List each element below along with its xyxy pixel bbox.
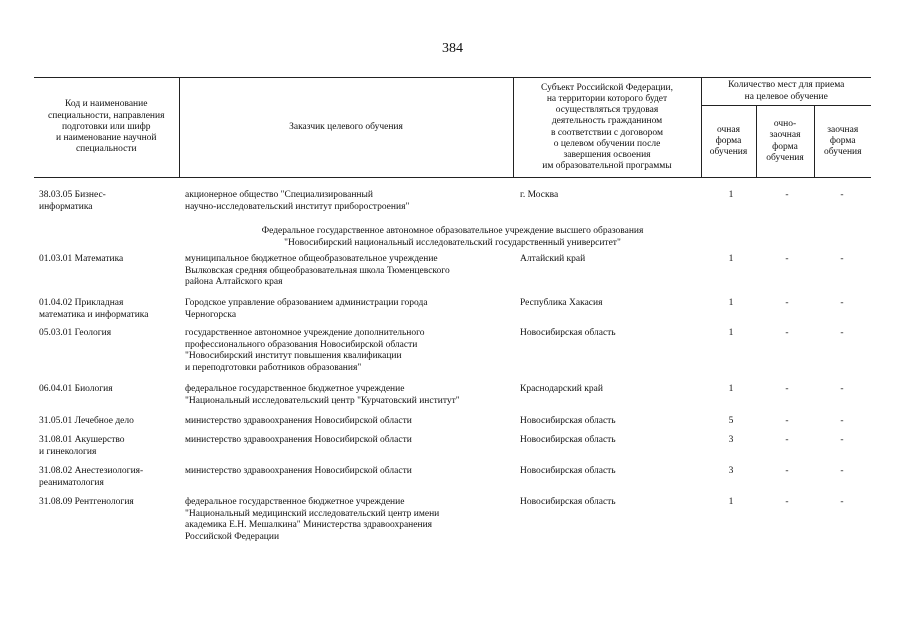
row-code: 31.08.09 Рентгенология — [39, 497, 134, 507]
row-customer: Городское управление образованием администрации города Черногорска — [185, 298, 428, 320]
row-parttime: - — [840, 254, 844, 264]
row-subject: Новосибирская область — [520, 328, 616, 338]
row-parttime: - — [840, 497, 844, 507]
row-code: 31.05.01 Лечебное дело — [39, 416, 134, 426]
row-customer: акционерное общество "Специализированный научно-исследовательский институт приборостроения" — [185, 190, 410, 212]
row-subject: Новосибирская область — [520, 466, 616, 476]
table-row — [34, 435, 871, 466]
org-heading: Федеральное государственное автономное образовательное учреждение высшего образования "Новосибирский национальный исследовательский государственный университет" — [261, 226, 644, 248]
row-fulltime: 1 — [728, 328, 734, 338]
row-fulltime: 5 — [728, 416, 734, 426]
row-subject: Новосибирская область — [520, 497, 616, 507]
page-number: 384 — [442, 41, 463, 56]
row-parttime: - — [840, 416, 844, 426]
row-code: 38.03.05 Бизнес- информатика — [39, 190, 106, 212]
header-places: Количество мест для приема на целевое обучение — [701, 78, 871, 106]
org-heading-row — [34, 226, 871, 254]
header-customer: Заказчик целевого обучения — [179, 78, 513, 178]
table-row — [34, 254, 871, 298]
header-mixed: очно- заочная форма обучения — [756, 106, 814, 178]
row-parttime: - — [840, 435, 844, 445]
table-header — [34, 77, 871, 178]
row-subject: Алтайский край — [520, 254, 586, 264]
row-customer: муниципальное бюджетное общеобразовательное учреждение Вылковская средняя общеобразовательная школа Тюменцевского района Алтайского края — [185, 254, 450, 288]
row-customer: министерство здравоохранения Новосибирской области — [185, 435, 412, 445]
header-parttime: заочная форма обучения — [814, 106, 871, 178]
row-code: 05.03.01 Геология — [39, 328, 112, 338]
row-customer: федеральное государственное бюджетное учреждение "Национальный исследовательский центр "Курчатовский институт" — [185, 384, 460, 406]
header-fulltime: очная форма обучения — [701, 106, 756, 178]
row-mixed: - — [785, 497, 789, 507]
row-parttime: - — [840, 466, 844, 476]
row-mixed: - — [785, 298, 789, 308]
row-fulltime: 3 — [728, 466, 734, 476]
table-row — [34, 298, 871, 328]
table-row — [34, 190, 871, 226]
table-row — [34, 416, 871, 435]
table-row — [34, 497, 871, 547]
row-code: 31.08.01 Акушерство и гинекология — [39, 435, 125, 457]
row-fulltime: 1 — [728, 497, 734, 507]
row-code: 31.08.02 Анестезиология- реаниматология — [39, 466, 144, 488]
row-parttime: - — [840, 384, 844, 394]
row-customer: государственное автономное учреждение дополнительного профессионального образования Новосибирской области "Новосибирский институт повышения квалификации и переподготовки работников образования" — [185, 328, 425, 373]
row-subject: Новосибирская область — [520, 435, 616, 445]
header-subject: Субъект Российской Федерации, на территории которого будет осуществляться трудовая деятельность гражданином в соответствии с договором о целевом обучении после завершения освоения им образовательной программы — [513, 78, 701, 178]
row-code: 01.04.02 Прикладная математика и информатика — [39, 298, 149, 320]
table-row — [34, 328, 871, 384]
row-mixed: - — [785, 466, 789, 476]
row-subject: Республика Хакасия — [520, 298, 603, 308]
row-subject: Краснодарский край — [520, 384, 603, 394]
row-code: 06.04.01 Биология — [39, 384, 113, 394]
row-parttime: - — [840, 328, 844, 338]
row-fulltime: 1 — [728, 254, 734, 264]
row-customer: федеральное государственное бюджетное учреждение "Национальный медицинский исследовательский центр имени академика Е.Н. Мешалкина" Министерства здравоохранения Российской Федерации — [185, 497, 440, 542]
table-body — [34, 190, 871, 547]
row-mixed: - — [785, 254, 789, 264]
row-fulltime: 1 — [728, 190, 734, 200]
table-row — [34, 384, 871, 416]
row-fulltime: 1 — [728, 298, 734, 308]
row-mixed: - — [785, 416, 789, 426]
row-mixed: - — [785, 384, 789, 394]
row-parttime: - — [840, 298, 844, 308]
row-subject: Новосибирская область — [520, 416, 616, 426]
row-mixed: - — [785, 190, 789, 200]
row-fulltime: 3 — [728, 435, 734, 445]
row-fulltime: 1 — [728, 384, 734, 394]
row-customer: министерство здравоохранения Новосибирской области — [185, 416, 412, 426]
row-mixed: - — [785, 435, 789, 445]
row-parttime: - — [840, 190, 844, 200]
table-row — [34, 466, 871, 497]
row-subject: г. Москва — [520, 190, 559, 200]
header-code: Код и наименование специальности, направления подготовки или шифр и наименование научной специальности — [34, 78, 179, 178]
row-code: 01.03.01 Математика — [39, 254, 124, 264]
row-mixed: - — [785, 328, 789, 338]
row-customer: министерство здравоохранения Новосибирской области — [185, 466, 412, 476]
